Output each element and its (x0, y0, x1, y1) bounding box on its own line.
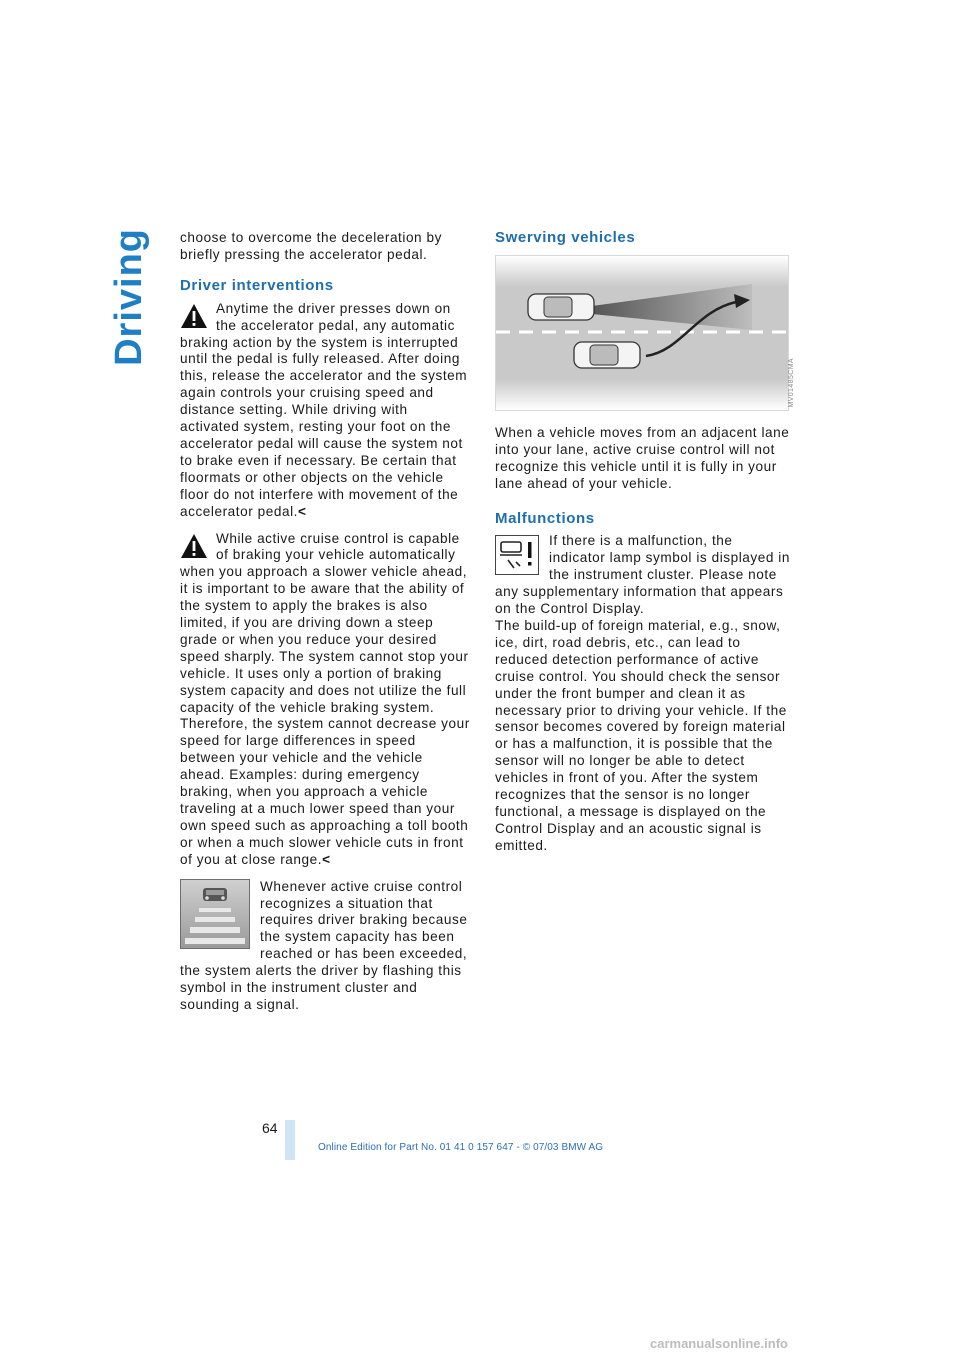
alert-text: Whenever active cruise control recognizes a situation that requires driver braking because the system capacity has been reached or has been exceeded, the system alerts the driver by flashing this symbol in the instrument cluster and sounding a signal. (180, 878, 468, 1012)
watermark: carmanualsonline.info (650, 1336, 788, 1351)
figure-code: MV01485CMA (788, 358, 795, 408)
malfunction-indicator-icon (495, 535, 539, 575)
end-mark: < (322, 851, 331, 867)
malfunction-block (495, 533, 790, 854)
right-column (495, 230, 790, 855)
left-column (180, 230, 470, 1014)
end-mark: < (297, 503, 307, 519)
alert-block (180, 879, 470, 1014)
heading-driver-interventions: Driver interventions (180, 276, 334, 294)
swerving-text: When a vehicle moves from an adjacent lane into your lane, active cruise control will not recognize this vehicle until it is fully in your lane ahead of your vehicle. (495, 424, 790, 491)
car-icon (574, 342, 640, 368)
driver-braking-alert-icon (180, 879, 250, 949)
warning-triangle-icon (180, 533, 208, 559)
car-icon (528, 294, 594, 320)
warning-text-2: While active cruise control is capable of braking your vehicle automatically when you approach a slower vehicle ahead, it is important to be aware that the ability of the system to apply the brakes is also limited, if you are driving down a steep grade or when you reduce your desired speed sharply. The system cannot stop your vehicle. It uses only a portion of braking system capacity and does not utilize the full capacity of the vehicle braking system. Therefore, the system cannot decrease your speed for large differences in speed between your vehicle and the vehicle ahead. Examples: during emergency braking, when you approach a vehicle traveling at a much lower speed than your own speed such as approaching a toll booth or when a much slower vehicle cuts in front of you at close range. (180, 530, 470, 867)
warning-triangle-icon (180, 303, 208, 329)
section-tab: Driving (108, 228, 150, 366)
swerving-vehicle-illustration (495, 255, 789, 411)
warning-text-1: Anytime the driver presses down on the accelerator pedal, any automatic braking action by the system is interrupted until the pedal is fully released. After doing this, release the accelerator and the system again controls your cruising speed and distance setting. While driving with activated system, resting your foot on the accelerator pedal will cause the system not to brake even if necessary. Be certain that floormats or other objects on the vehicle floor do not interfere with movement of the accelerator pedal. (180, 300, 468, 519)
intro-paragraph: choose to overcome the deceleration by briefly pressing the accelerator pedal. (180, 230, 442, 262)
heading-swerving-vehicles: Swerving vehicles (495, 229, 636, 246)
page-number: 64 (262, 1120, 278, 1136)
page-marker-bar (285, 1120, 295, 1160)
malfunction-text-1: If there is a malfunction, the indicator lamp symbol is displayed in the instrument cluster. Please note any supplementary information that appears on the Control Display. (495, 533, 790, 617)
malfunction-text-2: The build-up of foreign material, e.g., snow, ice, dirt, road debris, etc., can lead to reduced detection performance of active cruise control. You should check the sensor under the front bumper and clean it as necessary prior to driving your vehicle. If the sensor becomes covered by foreign material or has a malfunction, it is possible that the sensor will no longer be able to detect vehicles in front of you. After the system recognizes that the sensor is no longer functional, a message is displayed on the Control Display and an acoustic signal is emitted. (495, 617, 787, 853)
heading-malfunctions: Malfunctions (495, 509, 595, 527)
footer-edition-note: Online Edition for Part No. 01 41 0 157 647 - © 07/03 BMW AG (318, 1142, 604, 1153)
warning-block-2 (180, 531, 470, 869)
warning-block-1 (180, 301, 470, 521)
